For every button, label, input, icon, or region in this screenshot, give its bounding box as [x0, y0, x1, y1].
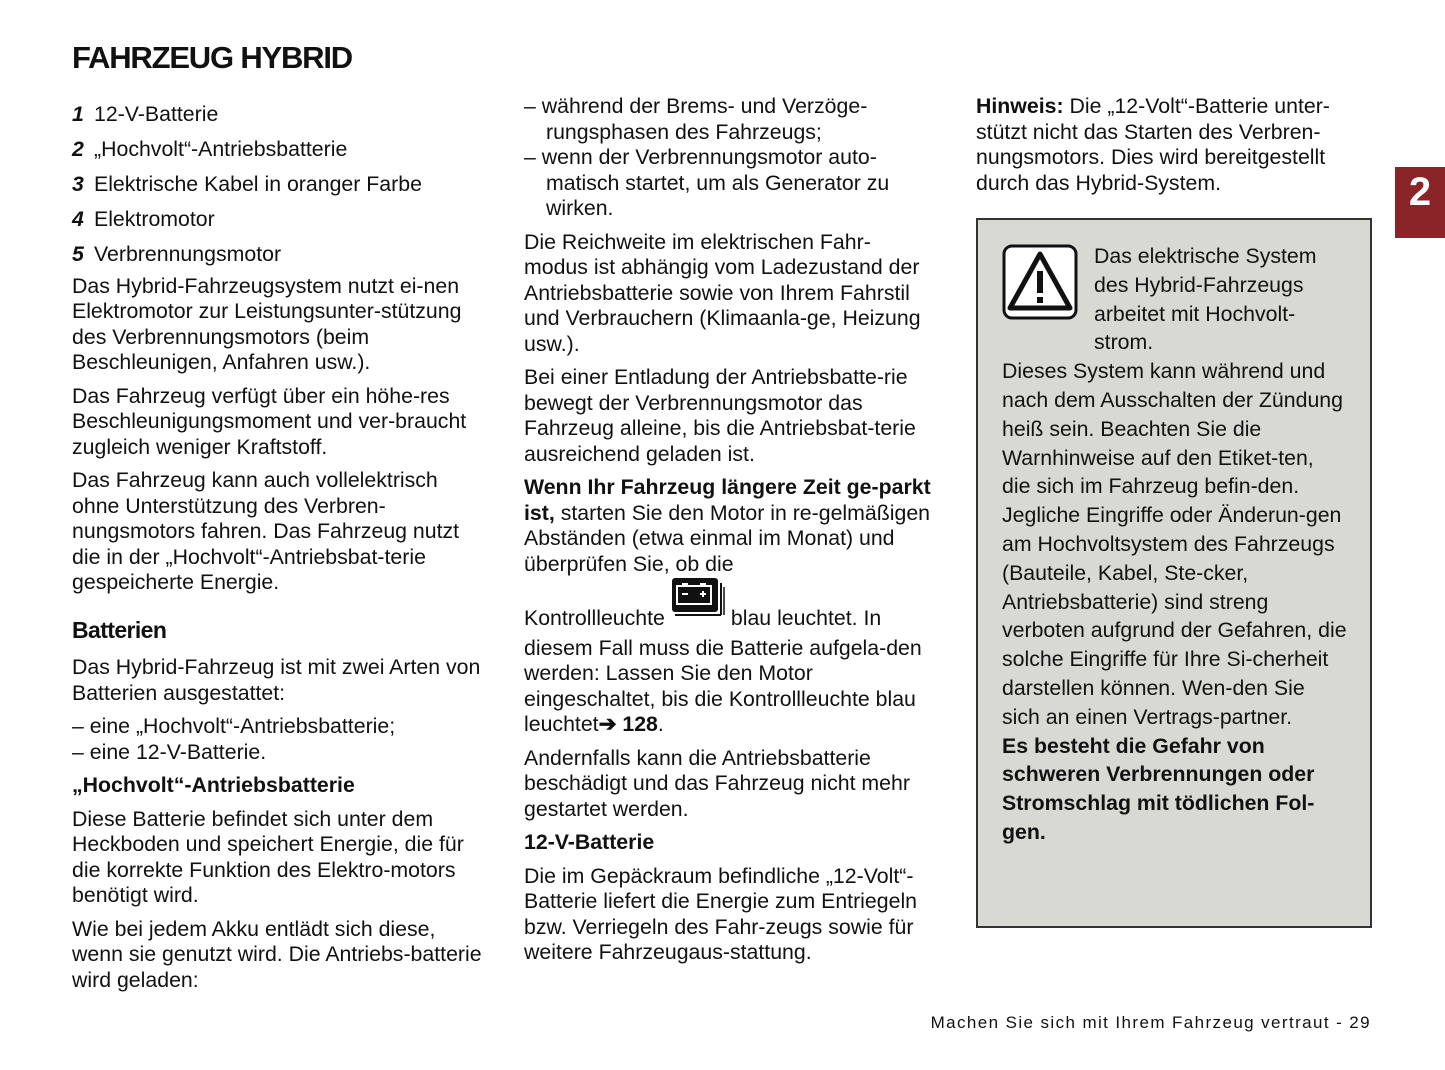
- warning-box: [976, 218, 1372, 928]
- subheading-12v: 12-V-Batterie: [524, 830, 655, 854]
- paragraph: Die im Gepäckraum befindliche „12-Volt“-Batterie liefert die Energie zum Entriegeln bzw. Verriegeln des Fahr-zeugs sowie für weitere Fahrzeugaus-stattung.: [524, 863, 918, 964]
- legend-item: 1 12-V-Batterie: [72, 102, 219, 126]
- paragraph: Das Fahrzeug kann auch vollelektrisch ohne Unterstützung des Verbren-nungsmotors fahren. Das Fahrzeug nutzt die in der „Hochvolt“-Antriebsbat-terie gespeicherte Energie.: [72, 468, 460, 595]
- warning-text: Das elektrische System des Hybrid-Fahrzeugs arbeitet mit Hochvolt-strom.: [1094, 244, 1317, 355]
- page-reference-link[interactable]: ➔ 128: [598, 712, 658, 736]
- hint-label: Hinweis:: [976, 94, 1064, 118]
- list-item: – wenn der Verbrennungsmotor auto-matisch startet, um als Generator zu wirken.: [524, 145, 890, 220]
- paragraph: Bei einer Entladung der Antriebsbatte-rie bewegt der Verbrennungsmotor das Fahrzeug alleine, bis die Antriebsbat-terie ausreichend geladen ist.: [524, 365, 916, 466]
- hint-paragraph: Hinweis: Die „12-Volt“-Batterie unter-stützt nicht das Starten des Verbren-nungsmotors. Dies wird bereitgestellt durch das Hybrid-System.: [976, 94, 1330, 195]
- paragraph: Wie bei jedem Akku entlädt sich diese, wenn sie genutzt wird. Die Antriebs-batterie wird geladen:: [72, 916, 482, 992]
- legend-item: 3 Elektrische Kabel in oranger Farbe: [72, 172, 422, 197]
- list-item: – eine 12-V-Batterie.: [72, 739, 267, 764]
- paragraph: Das Fahrzeug verfügt über ein höhe-res Beschleunigungsmoment und ver-braucht zugleich weniger Kraftstoff.: [72, 383, 467, 459]
- paragraph: Das Hybrid-Fahrzeugsystem nutzt ei-nen Elektromotor zur Leistungsunter-stützung des Verbrennungsmotors (beim Beschleunigen, Anfahren usw.).: [72, 273, 462, 375]
- chapter-tab[interactable]: 2: [1395, 167, 1445, 238]
- paragraph: Die Reichweite im elektrischen Fahr-modus ist abhängig vom Ladezustand der Antriebsbatterie sowie von Ihrem Fahrstil und Verbrauchern (Klimaanla-ge, Heizung usw.).: [524, 229, 921, 356]
- paragraph-kontrollleuchte: Kontrollleuchte blau leuchtet. In diesem Fall muss die Batterie aufgela-den werden: Lassen Sie den Motor eingeschaltet, bis die Kontrollleuchte blau leuchtet➔ 128.: [524, 589, 934, 738]
- legend-item: 5 Verbrennungsmotor: [72, 242, 282, 267]
- legend-item: 4 Elektromotor: [72, 207, 215, 232]
- legend-item: 2 „Hochvolt“-Antriebsbatterie: [72, 137, 348, 162]
- page-title: FAHRZEUG HYBRID: [72, 40, 352, 75]
- paragraph: Diese Batterie befindet sich unter dem Heckboden und speichert Energie, die für die korrekte Funktion des Elektro-motors benötigt wird.: [72, 806, 464, 908]
- warning-triangle-icon: [1002, 244, 1078, 320]
- subheading-hochvolt: „Hochvolt“-Antriebsbatterie: [72, 773, 355, 798]
- paragraph: Wenn Ihr Fahrzeug längere Zeit ge-parkt ist, starten Sie den Motor in re-gelmäßigen Abständen (etwa einmal im Monat) und überprüfen Sie, ob die: [524, 475, 931, 576]
- warning-text: Jegliche Eingriffe oder Änderun-gen am Hochvoltsystem des Fahrzeugs (Bauteile, Kabel, Ste-cker, Antriebsbatterie) sind streng verboten aufgrund der Gefahren, die solche Eingriffe für Ihre Si-cherheit darstellen können. Wen-den Sie sich an einen Vertrags-partner.: [1002, 503, 1347, 729]
- page-footer: Machen Sie sich mit Ihrem Fahrzeug vertraut - 29: [930, 1013, 1371, 1032]
- list-item: – eine „Hochvolt“-Antriebsbatterie;: [72, 714, 396, 739]
- paragraph: Andernfalls kann die Antriebsbatterie beschädigt und das Fahrzeug nicht mehr gestartet werden.: [524, 745, 910, 821]
- paragraph: Das Hybrid-Fahrzeug ist mit zwei Arten von Batterien ausgestattet:: [72, 655, 481, 705]
- bold-lead: Wenn Ihr Fahrzeug längere Zeit ge-parkt ist,: [524, 475, 931, 525]
- section-heading-batterien: Batterien: [72, 616, 167, 643]
- warning-danger-text: Es besteht die Gefahr von schweren Verbrennungen oder Stromschlag mit tödlichen Fol-gen.: [1002, 733, 1315, 844]
- list-item: – während der Brems- und Verzöge-rungsphasen des Fahrzeugs;: [524, 94, 868, 144]
- column-right: [976, 94, 1376, 204]
- column-middle: [524, 94, 934, 974]
- warning-header: [1002, 242, 1348, 357]
- battery-warning-lamp-icon: [671, 577, 725, 624]
- warning-text: Dieses System kann während und nach dem Ausschalten der Zündung heiß sein. Beachten Sie die Warnhinweise auf den Etiket-ten, die sich im Fahrzeug befin-den.: [1002, 359, 1343, 499]
- column-left: [72, 102, 482, 1001]
